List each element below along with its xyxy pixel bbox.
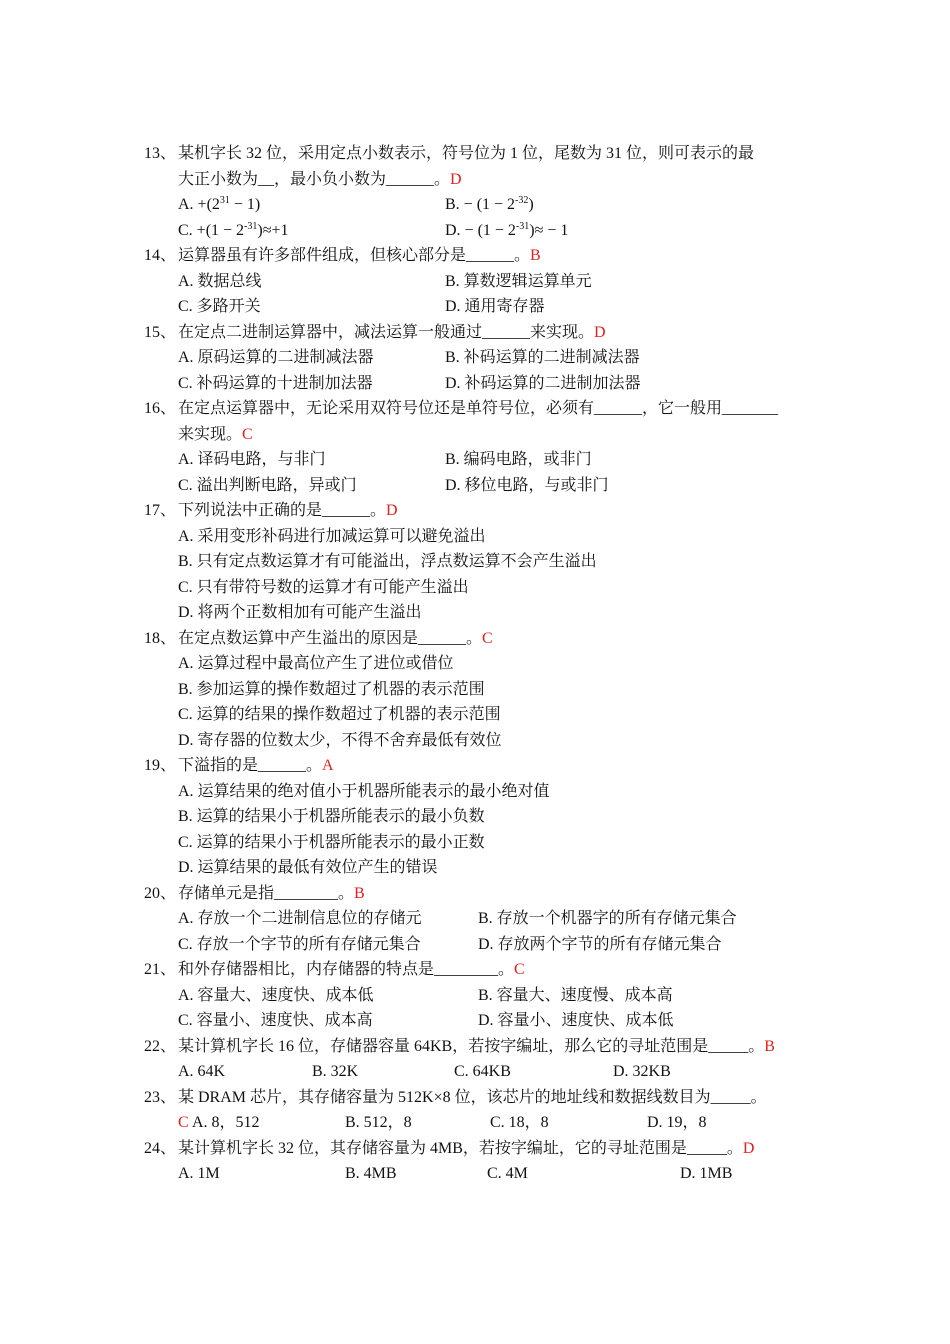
- option-text: D. 通用寄存器: [445, 298, 545, 315]
- option-text: D. 移位电路，与或非门: [445, 476, 609, 494]
- question-19: [0, 753, 950, 881]
- question-24: [0, 1136, 950, 1187]
- option-text: A. 数据总线: [178, 272, 262, 290]
- option-text: C. 64KB: [454, 1063, 511, 1080]
- question-text-content: 某计算机字长 32 位，其存储容量为 4MB，若按字编址，它的寻址范围是_____。: [178, 1139, 743, 1157]
- option-text: C. 溢出判断电路，异或门: [178, 476, 357, 494]
- option-choice[interactable]: [445, 192, 534, 218]
- option-choice[interactable]: [490, 1110, 549, 1136]
- option-choice[interactable]: [445, 371, 641, 397]
- question-text-content: 运算器虽有许多部件组成，但核心部分是______。: [178, 247, 531, 264]
- option-choice[interactable]: [178, 549, 597, 575]
- option-row: [0, 932, 950, 958]
- option-choice[interactable]: [178, 1161, 220, 1187]
- option-row: [0, 192, 950, 218]
- option-text: A. 采用变形补码进行加减运算可以避免溢出: [178, 527, 486, 545]
- option-choice[interactable]: [478, 983, 673, 1009]
- option-text: D. 1MB: [680, 1165, 733, 1182]
- question-text-content: 某机字长 32 位，采用定点小数表示，符号位为 1 位，尾数为 31 位，则可表示的最: [178, 145, 755, 162]
- option-choice[interactable]: [454, 1059, 511, 1085]
- option-text: B. 补码运算的二进制减法器: [445, 349, 640, 366]
- question-text: [178, 1034, 775, 1060]
- option-text: B. 容量大、速度慢、成本高: [478, 986, 673, 1004]
- option-row: [0, 294, 950, 320]
- question-15: [0, 320, 950, 397]
- question-14: [0, 243, 950, 320]
- question-text-line: [0, 320, 950, 346]
- option-row: [0, 728, 950, 754]
- question-text-line: [0, 396, 950, 422]
- option-row: [0, 473, 950, 499]
- option-text: A. 译码电路，与非门: [178, 451, 326, 468]
- option-choice[interactable]: [178, 906, 422, 932]
- question-text-line: [0, 422, 950, 448]
- question-number: 14、: [144, 247, 177, 264]
- option-choice[interactable]: [178, 218, 289, 244]
- option-choice[interactable]: [178, 447, 326, 473]
- option-row: [0, 1059, 950, 1085]
- question-number: 19、: [144, 757, 177, 774]
- option-text-suffix: ): [528, 196, 534, 213]
- answer-key: D: [742, 1139, 755, 1157]
- question-document: [0, 141, 950, 1187]
- question-text-content: 下列说法中正确的是______。: [178, 502, 387, 519]
- question-20: [0, 881, 950, 958]
- option-row: [0, 855, 950, 881]
- option-choice[interactable]: [178, 524, 486, 550]
- option-choice[interactable]: [178, 728, 502, 754]
- question-text-content: 来实现。: [178, 425, 243, 443]
- answer-key: C: [242, 425, 253, 443]
- option-text: D. 容量小、速度快、成本低: [478, 1012, 674, 1029]
- option-choice[interactable]: [345, 1110, 412, 1136]
- option-choice[interactable]: [478, 1008, 674, 1034]
- question-text-content: 下溢指的是______。: [178, 757, 323, 774]
- option-text: B. 编码电路，或非门: [445, 451, 592, 468]
- option-text: B. 算数逻辑运算单元: [445, 272, 592, 290]
- option-text: B. 32K: [312, 1063, 359, 1080]
- option-text: D. 将两个正数相加有可能产生溢出: [178, 604, 422, 621]
- option-choice[interactable]: [178, 830, 485, 856]
- option-choice[interactable]: [178, 345, 374, 371]
- question-number: 20、: [144, 884, 177, 902]
- option-text: C. 运算的结果小于机器所能表示的最小正数: [178, 833, 485, 851]
- question-text-line: [0, 881, 950, 907]
- option-text: B. 只有定点数运算才有可能溢出，浮点数运算不会产生溢出: [178, 553, 597, 570]
- option-text: D. − (1 − 2: [445, 221, 516, 239]
- option-choice[interactable]: [613, 1059, 671, 1085]
- option-text: C. 容量小、速度快、成本高: [178, 1012, 373, 1029]
- option-choice[interactable]: [178, 779, 550, 805]
- option-choice[interactable]: [647, 1110, 707, 1136]
- option-exponent: -31: [515, 220, 530, 232]
- option-choice[interactable]: [178, 371, 373, 397]
- question-number: 15、: [144, 323, 177, 341]
- answer-key: B: [764, 1037, 775, 1055]
- question-text: [178, 626, 493, 652]
- option-choice[interactable]: [178, 192, 260, 218]
- answer-key: A: [322, 757, 334, 774]
- option-text: B. 512，8: [345, 1114, 412, 1131]
- option-text: B. − (1 − 2: [445, 196, 516, 213]
- option-text: D. 存放两个字节的所有存储元集合: [478, 935, 722, 953]
- option-row: [0, 702, 950, 728]
- option-choice[interactable]: [178, 677, 485, 703]
- question-number: 22、: [144, 1037, 177, 1055]
- option-choice[interactable]: [680, 1161, 732, 1187]
- option-choice[interactable]: [178, 651, 454, 677]
- option-text: D. 寄存器的位数太少，不得不舍弃最低有效位: [178, 731, 502, 749]
- option-choice[interactable]: [445, 473, 609, 499]
- option-text: A. 运算过程中最高位产生了进位或借位: [178, 655, 454, 672]
- option-choice[interactable]: [345, 1161, 397, 1187]
- option-text: B. 参加运算的操作数超过了机器的表示范围: [178, 680, 485, 698]
- option-row: [0, 524, 950, 550]
- option-text: D. 19，8: [647, 1114, 707, 1131]
- option-text: A. 1M: [178, 1165, 220, 1182]
- answer-key: C: [178, 1114, 189, 1131]
- option-row: [0, 830, 950, 856]
- option-row: [0, 447, 950, 473]
- question-number: 17、: [144, 502, 177, 519]
- question-text-line: [0, 626, 950, 652]
- answer-key: D: [386, 502, 398, 519]
- option-row: [0, 983, 950, 1009]
- option-text: A. 容量大、速度快、成本低: [178, 986, 374, 1004]
- option-choice[interactable]: [178, 983, 374, 1009]
- option-row: [0, 575, 950, 601]
- option-text: C. 4M: [487, 1165, 528, 1182]
- question-text-content: 在定点数运算中产生溢出的原因是______。: [178, 629, 483, 647]
- option-choice[interactable]: [178, 855, 438, 881]
- option-text: A. 8，512: [192, 1114, 260, 1131]
- option-row: [0, 1008, 950, 1034]
- question-text: [178, 753, 334, 779]
- option-text: D. 补码运算的二进制加法器: [445, 374, 641, 392]
- option-choice[interactable]: [178, 600, 422, 626]
- question-text-content: 某计算机字长 16 位，存储器容量 64KB，若按字编址，那么它的寻址范围是_____。: [178, 1037, 765, 1055]
- option-choice[interactable]: [445, 294, 545, 320]
- option-choice[interactable]: [445, 447, 592, 473]
- option-row: [0, 804, 950, 830]
- option-row: [0, 600, 950, 626]
- option-text: A. 存放一个二进制信息位的存储元: [178, 910, 422, 927]
- question-text-content: 大正小数为__，最小负小数为______。: [178, 170, 451, 188]
- question-text-content: 某 DRAM 芯片，其存储容量为 512K×8 位，该芯片的地址线和数据线数目为_____。: [178, 1088, 767, 1106]
- question-text-line: [0, 141, 950, 167]
- question-text-line: [0, 1085, 950, 1111]
- option-choice[interactable]: [192, 1110, 260, 1136]
- question-text-line: [0, 498, 950, 524]
- question-text-line: [0, 753, 950, 779]
- question-text-line: [0, 957, 950, 983]
- option-text: A. 原码运算的二进制减法器: [178, 349, 374, 366]
- question-text-line: [0, 243, 950, 269]
- question-number: 16、: [144, 400, 177, 417]
- option-choice[interactable]: [178, 473, 357, 499]
- option-choice[interactable]: [478, 906, 737, 932]
- question-16: [0, 396, 950, 498]
- question-text-content: 和外存储器相比，内存储器的特点是________。: [178, 961, 515, 978]
- option-text-suffix: − 1): [229, 196, 261, 213]
- question-text: [178, 320, 606, 346]
- question-text: [178, 243, 541, 269]
- option-text: C. 存放一个字节的所有存储元集合: [178, 935, 421, 953]
- option-text: C. 补码运算的十进制加法器: [178, 374, 373, 392]
- option-row: [0, 345, 950, 371]
- option-text: B. 运算的结果小于机器所能表示的最小负数: [178, 808, 485, 825]
- question-number: 23、: [144, 1088, 177, 1106]
- option-choice[interactable]: [178, 702, 501, 728]
- option-row: [0, 218, 950, 244]
- question-text: [178, 141, 754, 167]
- question-18: [0, 626, 950, 754]
- answer-key: B: [354, 884, 365, 902]
- option-choice[interactable]: [178, 1008, 373, 1034]
- question-text: [178, 1136, 754, 1162]
- option-exponent: -31: [244, 220, 258, 232]
- option-row: [0, 779, 950, 805]
- option-text: D. 32KB: [613, 1063, 671, 1080]
- option-row: [0, 677, 950, 703]
- answer-key: B: [530, 247, 541, 264]
- option-text: A. 运算结果的绝对值小于机器所能表示的最小绝对值: [178, 782, 550, 800]
- question-text: [178, 422, 253, 448]
- option-choice[interactable]: [312, 1059, 358, 1085]
- option-text-suffix: )≈+1: [257, 221, 289, 239]
- answer-key: D: [594, 323, 606, 341]
- option-choice[interactable]: [178, 804, 485, 830]
- option-choice[interactable]: [445, 218, 568, 244]
- question-text: [178, 396, 778, 422]
- question-text-line: [0, 1034, 950, 1060]
- question-number: 24、: [144, 1139, 177, 1157]
- option-choice[interactable]: [178, 1059, 225, 1085]
- question-21: [0, 957, 950, 1034]
- option-row: [0, 371, 950, 397]
- option-row: [0, 269, 950, 295]
- question-number: 21、: [144, 961, 177, 978]
- question-text-content: 存储单元是指________。: [178, 884, 355, 902]
- question-13: [0, 141, 950, 243]
- option-choice[interactable]: [178, 932, 421, 958]
- option-text: C. +(1 − 2: [178, 221, 245, 239]
- option-row: [0, 651, 950, 677]
- option-text: C. 只有带符号数的运算才有可能产生溢出: [178, 578, 469, 596]
- question-17: [0, 498, 950, 626]
- answer-key: C: [482, 629, 493, 647]
- question-22: [0, 1034, 950, 1085]
- option-text: C. 运算的结果的操作数超过了机器的表示范围: [178, 706, 501, 723]
- question-23: [0, 1085, 950, 1136]
- option-exponent: -32: [515, 195, 529, 206]
- option-choice[interactable]: [445, 345, 640, 371]
- option-row: [0, 906, 950, 932]
- option-choice[interactable]: [178, 269, 262, 295]
- option-text: A. 64K: [178, 1063, 226, 1080]
- option-choice[interactable]: [487, 1161, 528, 1187]
- option-text: B. 存放一个机器字的所有存储元集合: [478, 910, 737, 927]
- question-text: [178, 881, 365, 907]
- option-text: C. 多路开关: [178, 298, 261, 315]
- question-text-content: 在定点运算器中，无论采用双符号位还是单符号位，必须有______，它一般用_______: [178, 400, 779, 417]
- option-text: D. 运算结果的最低有效位产生的错误: [178, 859, 438, 876]
- question-text: [178, 498, 398, 524]
- answer-key: D: [450, 170, 462, 188]
- question-text: [178, 1085, 767, 1111]
- option-choice[interactable]: [445, 269, 592, 295]
- question-number: 13、: [144, 145, 177, 162]
- option-choice[interactable]: [178, 575, 469, 601]
- question-number: 18、: [144, 629, 177, 647]
- answer-key: C: [514, 961, 525, 978]
- question-text-line: [0, 167, 950, 193]
- option-row: [0, 549, 950, 575]
- option-choice[interactable]: [178, 294, 261, 320]
- option-text: A. +(2: [178, 196, 220, 213]
- option-text: C. 18，8: [490, 1114, 549, 1131]
- question-text-line: [0, 1136, 950, 1162]
- question-text: [178, 167, 462, 193]
- option-text: B. 4MB: [345, 1165, 397, 1182]
- question-text: [178, 957, 525, 983]
- option-choice[interactable]: [478, 932, 722, 958]
- option-text-suffix: )≈ − 1: [529, 221, 569, 239]
- option-row: [0, 1110, 950, 1136]
- option-row: [0, 1161, 950, 1187]
- question-text-content: 在定点二进制运算器中，减法运算一般通过______来实现。: [178, 323, 595, 341]
- option-exponent: 31: [219, 195, 230, 206]
